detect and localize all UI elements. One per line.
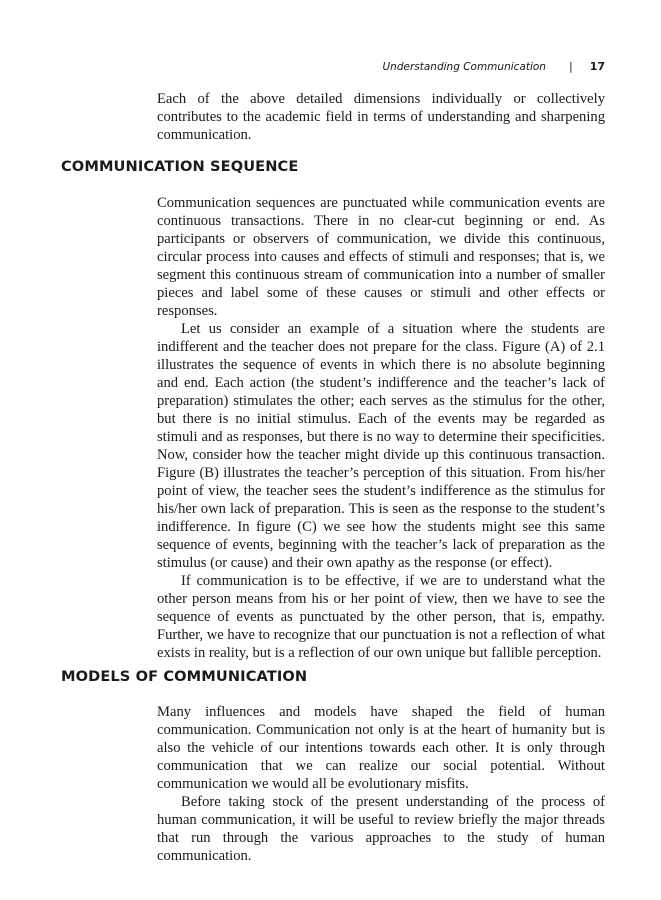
paragraph: If communication is to be effective, if we are to understand what the other person means from his or her point of view, then we have to see the sequence of events as punctuated by the other person, that is, empathy. Further, we have to recognize that our punctuation is not a reflection of what exists in reality, but is a reflection of our own unique but fallible perception. <box>157 573 605 661</box>
intro-paragraph: Each of the above detailed dimensions individually or collectively contributes to the academic field in terms of understanding and sharpening communication. <box>157 91 605 143</box>
communication-sequence-body <box>157 194 605 662</box>
section-heading-models-of-communication: MODELS OF COMMUNICATION <box>61 668 308 685</box>
page-number: 17 <box>589 60 605 73</box>
paragraph: Let us consider an example of a situation where the students are indifferent and the teacher does not prepare for the class. Figure (A) of 2.1 illustrates the sequence of events in which there is no absolute beginning and end. Each action (the student’s indifference and the teacher’s lack of preparation) stimulates the other; each serves as the stimulus for the other, but there is no initial stimulus. Each of the events may be regarded as stimuli and as responses, but there is no way to determine their specificities. Now, consider how the teacher might divide up this continuous transaction. Figure (B) illustrates the teacher’s perception of this situation. From his/her point of view, the teacher sees the student’s indifference as the stimulus for his/her own lack of preparation. This is seen as the response to the student’s indifference. In figure (C) we see how the students might see this same sequence of events, beginning with the teacher’s lack of preparation as the stimulus (or cause) and their own apathy as the response (or effect). <box>157 321 605 571</box>
paragraph: Communication sequences are punctuated while communication events are continuous transactions. There in no clear-cut beginning or end. As participants or observers of communication, we divide this continuous, circular process into causes and effects of stimuli and responses; that is, we segment this continuous stream of communication into a number of smaller pieces and label some of these causes or stimuli and other effects or responses. <box>157 195 605 319</box>
paragraph: Before taking stock of the present understanding of the process of human communication, it will be useful to review briefly the major threads that run through the various approaches to the study of human communication. <box>157 794 605 864</box>
section-heading-communication-sequence: COMMUNICATION SEQUENCE <box>61 158 299 175</box>
paragraph: Many influences and models have shaped the field of human communication. Communication not only is at the heart of humanity but is also the vehicle of our intentions towards each other. It is only through communication that we can realize our social potential. Without communication we would all be evolutionary misfits. <box>157 704 605 792</box>
running-title: Understanding Communication <box>382 60 546 73</box>
intro-block <box>157 90 605 144</box>
header-separator: | <box>568 60 573 73</box>
running-header <box>383 60 606 73</box>
models-of-communication-body <box>157 703 605 865</box>
